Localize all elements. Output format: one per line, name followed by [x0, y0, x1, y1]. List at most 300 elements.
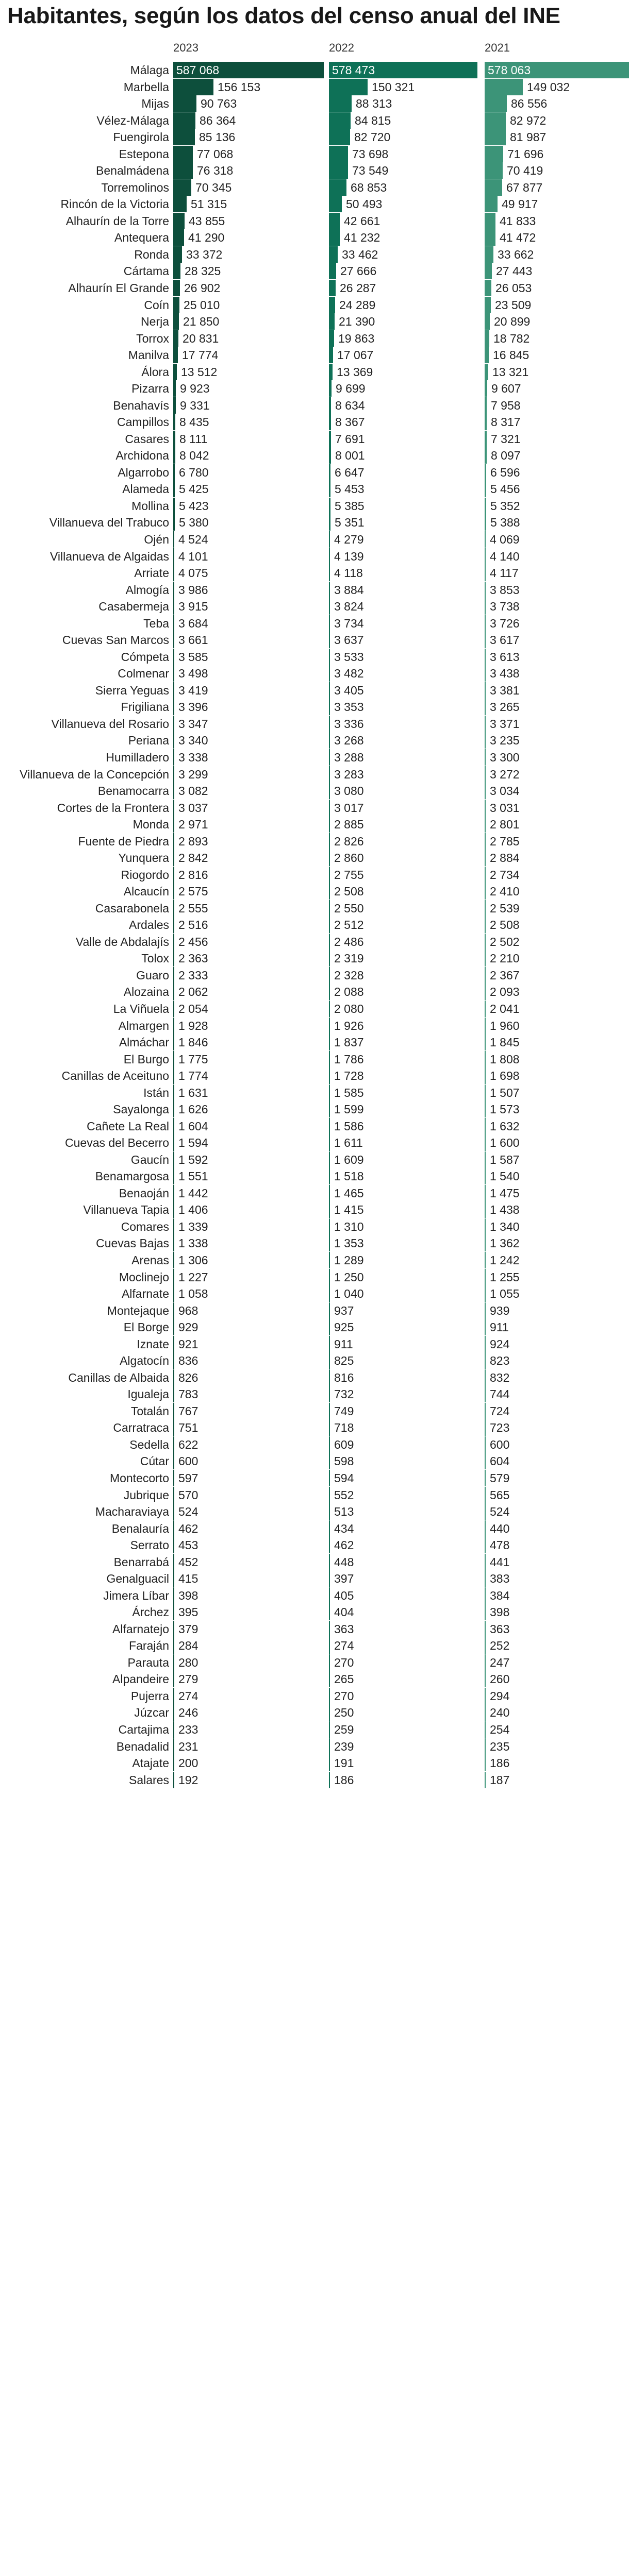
bar-2022: [329, 1688, 330, 1704]
value-label: 1 438: [490, 1203, 520, 1217]
value-label: 81 987: [510, 130, 547, 144]
bar-cell-2023: [173, 1654, 324, 1671]
table-row: [0, 565, 629, 581]
value-label: 1 960: [490, 1019, 520, 1032]
bar-2022: [329, 229, 340, 246]
bar-cell-2023: [173, 1704, 324, 1721]
bar-2023: [173, 364, 177, 380]
value-label: 1 609: [334, 1153, 364, 1166]
municipality-label: Montecorto: [109, 1471, 169, 1485]
bar-cell-2023: [173, 615, 324, 632]
bar-2022: [329, 1738, 330, 1755]
value-label: 2 508: [490, 918, 520, 932]
value-label: 565: [490, 1488, 510, 1502]
municipality-label: Arenas: [131, 1253, 169, 1267]
value-label: 598: [334, 1454, 354, 1468]
value-label: 2 486: [334, 935, 364, 948]
bar-2021: [485, 280, 491, 296]
municipality-label: Casarabonela: [95, 901, 169, 915]
value-label: 2 801: [490, 818, 520, 832]
bar-cell-2021: [485, 934, 629, 950]
municipality-label: Atajate: [132, 1756, 169, 1770]
bar-2023: [173, 464, 175, 481]
bar-cell-2022: [329, 1755, 479, 1771]
value-label: 1 551: [178, 1170, 208, 1183]
value-label: 187: [490, 1773, 510, 1787]
bar-cell-2021: [485, 179, 629, 196]
value-label: 265: [334, 1672, 354, 1686]
bar-cell-2021: [485, 313, 629, 330]
bar-2023: [173, 1738, 174, 1755]
value-label: 86 556: [511, 97, 548, 111]
bar-2022: [329, 917, 330, 933]
value-label: 200: [178, 1756, 198, 1770]
municipality-label: Mijas: [141, 97, 169, 111]
bar-cell-2021: [485, 464, 629, 481]
bar-2021: [485, 364, 488, 380]
value-label: 604: [490, 1454, 510, 1468]
value-label: 8 001: [335, 449, 365, 463]
value-label: 3 288: [334, 750, 364, 764]
value-label: 384: [490, 1588, 510, 1602]
bar-cell-2021: [485, 1051, 629, 1067]
bar-2023: [173, 481, 175, 497]
value-label: 767: [178, 1404, 198, 1418]
bar-2023: [173, 783, 174, 799]
bar-cell-2021: [485, 1604, 629, 1620]
bar-2023: [173, 1453, 174, 1469]
value-label: 28 325: [185, 264, 221, 278]
bar-cell-2023: [173, 1302, 324, 1319]
bar-cell-2022: [329, 313, 479, 330]
bar-cell-2023: [173, 1051, 324, 1067]
bar-2023: [173, 1034, 174, 1050]
bar-2023: [173, 297, 179, 313]
table-row: [0, 1755, 629, 1771]
bar-cell-2021: [485, 229, 629, 246]
bar-2022: [329, 934, 330, 950]
table-row: [0, 1503, 629, 1520]
value-label: 398: [178, 1588, 198, 1602]
value-label: 18 782: [493, 331, 530, 345]
bar-cell-2023: [173, 749, 324, 766]
bar-2022: [329, 1018, 330, 1034]
bar-cell-2023: [173, 649, 324, 665]
table-row: [0, 1738, 629, 1755]
value-label: 823: [490, 1354, 510, 1368]
bar-2021: [485, 498, 486, 514]
bar-cell-2022: [329, 129, 479, 145]
bar-cell-2022: [329, 95, 479, 112]
bar-2023: [173, 716, 174, 732]
municipality-label: Coín: [144, 298, 169, 312]
value-label: 86 364: [200, 113, 236, 127]
value-label: 2 367: [490, 968, 520, 982]
value-label: 25 010: [184, 298, 220, 312]
bar-2022: [329, 246, 338, 263]
table-row: [0, 95, 629, 112]
value-label: 478: [490, 1538, 510, 1552]
bar-2022: [329, 1218, 330, 1235]
municipality-label: Villanueva Tapia: [83, 1203, 169, 1217]
bar-cell-2023: [173, 112, 324, 129]
bar-2023: [173, 1252, 174, 1268]
bar-cell-2023: [173, 950, 324, 967]
municipality-label: Genalguacil: [106, 1572, 169, 1586]
bar-2021: [485, 950, 486, 967]
value-label: 41 833: [500, 214, 536, 228]
value-label: 609: [334, 1437, 354, 1451]
municipality-label: Cuevas Bajas: [96, 1236, 169, 1250]
value-label: 3 419: [178, 683, 208, 697]
bar-cell-2021: [485, 950, 629, 967]
municipality-label: Serrato: [130, 1538, 169, 1552]
bar-2022: [329, 1755, 330, 1771]
value-label: 578 063: [488, 63, 531, 77]
bar-cell-2021: [485, 481, 629, 497]
table-row: [0, 1235, 629, 1251]
bar-2022: [329, 1570, 330, 1587]
table-row: [0, 1671, 629, 1687]
municipality-label: Álora: [141, 365, 169, 379]
value-label: 1 632: [490, 1119, 520, 1133]
bar-cell-2021: [485, 1587, 629, 1604]
table-row: [0, 1772, 629, 1788]
bar-2022: [329, 783, 330, 799]
bar-cell-2023: [173, 514, 324, 531]
bar-cell-2023: [173, 196, 324, 212]
municipality-label: Almargen: [118, 1019, 169, 1032]
bar-cell-2022: [329, 330, 479, 347]
value-label: 2 842: [178, 851, 208, 865]
bar-2021: [485, 1671, 486, 1687]
value-label: 7 321: [491, 432, 521, 446]
bar-cell-2022: [329, 1654, 479, 1671]
table-row: [0, 1688, 629, 1704]
value-label: 2 502: [490, 935, 520, 948]
bar-cell-2021: [485, 1386, 629, 1402]
bar-cell-2022: [329, 950, 479, 967]
value-label: 284: [178, 1639, 198, 1653]
bar-cell-2021: [485, 1704, 629, 1721]
value-label: 150 321: [372, 80, 415, 94]
bar-2023: [173, 749, 174, 766]
bar-2023: [173, 1570, 174, 1587]
bar-cell-2023: [173, 1520, 324, 1537]
bar-cell-2023: [173, 179, 324, 196]
bar-cell-2022: [329, 1168, 479, 1184]
value-label: 3 268: [334, 734, 364, 748]
bar-cell-2021: [485, 246, 629, 263]
table-row: [0, 1352, 629, 1369]
value-label: 3 017: [334, 801, 364, 815]
bar-2023: [173, 984, 174, 1000]
bar-cell-2022: [329, 598, 479, 615]
bar-cell-2021: [485, 783, 629, 799]
bar-2021: [485, 531, 486, 548]
value-label: 1 465: [334, 1186, 364, 1200]
bar-cell-2021: [485, 1419, 629, 1436]
bar-cell-2023: [173, 682, 324, 699]
bar-2022: [329, 1587, 330, 1604]
bar-cell-2022: [329, 481, 479, 497]
bar-2023: [173, 313, 179, 330]
value-label: 76 318: [197, 164, 234, 178]
municipality-label: Casabermeja: [98, 600, 169, 614]
municipality-label: Benalauría: [111, 1521, 169, 1535]
bar-cell-2023: [173, 1134, 324, 1151]
value-label: 724: [490, 1404, 510, 1418]
bar-2021: [485, 79, 523, 95]
municipality-label: Monda: [133, 818, 169, 832]
table-row: [0, 1570, 629, 1587]
bar-2022: [329, 447, 331, 464]
bar-cell-2022: [329, 1352, 479, 1369]
value-label: 279: [178, 1672, 198, 1686]
value-label: 2 550: [334, 901, 364, 915]
bar-2023: [173, 867, 174, 883]
bar-cell-2022: [329, 883, 479, 900]
table-row: [0, 1654, 629, 1671]
value-label: 274: [178, 1689, 198, 1703]
bar-cell-2021: [485, 598, 629, 615]
table-row: [0, 1487, 629, 1503]
table-row: [0, 665, 629, 682]
table-row: [0, 1336, 629, 1352]
bar-2023: [173, 950, 174, 967]
bar-cell-2022: [329, 1218, 479, 1235]
bar-2022: [329, 950, 330, 967]
municipality-label: El Burgo: [123, 1052, 169, 1066]
municipality-label: Alfarnatejo: [112, 1622, 169, 1636]
value-label: 73 549: [352, 164, 389, 178]
bar-cell-2022: [329, 917, 479, 933]
bar-2021: [485, 1470, 486, 1486]
bar-cell-2021: [485, 1101, 629, 1117]
bar-cell-2023: [173, 1084, 324, 1101]
value-label: 90 763: [201, 97, 237, 111]
value-label: 968: [178, 1303, 198, 1317]
table-row: [0, 632, 629, 648]
bar-2022: [329, 1235, 330, 1251]
bar-cell-2023: [173, 146, 324, 162]
value-label: 1 775: [178, 1052, 208, 1066]
value-label: 260: [490, 1672, 510, 1686]
value-label: 398: [490, 1605, 510, 1619]
value-label: 3 371: [490, 717, 520, 731]
bar-2023: [173, 800, 174, 816]
bar-2022: [329, 280, 336, 296]
bar-2022: [329, 1185, 330, 1201]
table-row: [0, 1587, 629, 1604]
value-label: 41 472: [500, 231, 536, 245]
bar-cell-2021: [485, 1403, 629, 1419]
bar-2023: [173, 665, 174, 682]
bar-cell-2022: [329, 1067, 479, 1084]
value-label: 235: [490, 1739, 510, 1753]
value-label: 6 780: [179, 465, 209, 479]
table-row: [0, 1018, 629, 1034]
bar-2021: [485, 682, 486, 699]
bar-2021: [485, 1319, 486, 1335]
municipality-label: Alameda: [122, 482, 169, 496]
bar-cell-2022: [329, 1252, 479, 1268]
bar-2023: [173, 1503, 174, 1520]
bar-2021: [485, 1101, 486, 1117]
bar-2023: [173, 196, 187, 212]
table-row: [0, 816, 629, 833]
table-row: [0, 1520, 629, 1537]
value-label: 2 893: [178, 834, 208, 848]
bar-cell-2021: [485, 883, 629, 900]
municipality-label: Macharaviaya: [95, 1505, 169, 1518]
bar-cell-2021: [485, 833, 629, 850]
value-label: 1 406: [178, 1203, 208, 1217]
bar-cell-2021: [485, 1755, 629, 1771]
bar-2023: [173, 1419, 174, 1436]
value-label: 33 662: [498, 247, 534, 261]
bar-cell-2023: [173, 665, 324, 682]
value-label: 911: [334, 1337, 353, 1351]
value-label: 3 300: [490, 750, 520, 764]
value-label: 5 425: [179, 482, 209, 496]
bar-cell-2023: [173, 313, 324, 330]
bar-cell-2022: [329, 867, 479, 883]
bar-2022: [329, 1067, 330, 1084]
bar-2023: [173, 1018, 174, 1034]
bar-cell-2021: [485, 297, 629, 313]
bar-2021: [485, 380, 487, 397]
value-label: 383: [490, 1572, 510, 1586]
value-label: 3 265: [490, 700, 520, 714]
bar-2022: [329, 1084, 330, 1101]
table-row: [0, 934, 629, 950]
bar-cell-2021: [485, 816, 629, 833]
bar-cell-2022: [329, 1587, 479, 1604]
bar-cell-2022: [329, 498, 479, 514]
value-label: 77 068: [197, 147, 234, 161]
bar-cell-2023: [173, 1235, 324, 1251]
table-row: [0, 867, 629, 883]
bar-2021: [485, 1001, 486, 1017]
table-row: [0, 582, 629, 598]
table-row: [0, 1403, 629, 1419]
bar-cell-2021: [485, 1772, 629, 1788]
bar-2021: [485, 1604, 486, 1620]
bar-2022: [329, 749, 330, 766]
bar-2023: [173, 1721, 174, 1738]
bar-2021: [485, 464, 486, 481]
bar-cell-2022: [329, 766, 479, 783]
bar-2022: [329, 816, 330, 833]
bar-cell-2023: [173, 1688, 324, 1704]
municipality-label: Archidona: [115, 449, 169, 463]
municipality-label: Alhaurín El Grande: [68, 281, 169, 295]
value-label: 1 587: [490, 1153, 520, 1166]
bar-cell-2021: [485, 397, 629, 414]
bar-2021: [485, 263, 492, 279]
bar-cell-2023: [173, 1419, 324, 1436]
value-label: 3 482: [334, 667, 364, 681]
value-label: 1 631: [178, 1086, 208, 1099]
value-label: 1 518: [334, 1170, 364, 1183]
bar-cell-2022: [329, 833, 479, 850]
value-label: 43 855: [189, 214, 225, 228]
municipality-label: Torremolinos: [101, 180, 169, 194]
bar-2021: [485, 1554, 486, 1570]
bar-cell-2021: [485, 1520, 629, 1537]
bar-cell-2023: [173, 766, 324, 783]
bar-cell-2021: [485, 447, 629, 464]
bar-2022: [329, 380, 332, 397]
table-row: [0, 1084, 629, 1101]
value-label: 156 153: [218, 80, 261, 94]
bar-cell-2021: [485, 347, 629, 363]
value-label: 3 080: [334, 784, 364, 798]
bar-cell-2023: [173, 95, 324, 112]
value-label: 1 586: [334, 1119, 364, 1133]
value-label: 2 041: [490, 1002, 520, 1015]
bar-cell-2022: [329, 263, 479, 279]
bar-2022: [329, 1704, 330, 1721]
table-row: [0, 179, 629, 196]
municipality-label: Tolox: [141, 952, 169, 965]
bar-cell-2021: [485, 1252, 629, 1268]
table-row: [0, 1621, 629, 1637]
bar-cell-2022: [329, 447, 479, 464]
bar-2022: [329, 1403, 330, 1419]
bar-2021: [485, 867, 486, 883]
value-label: 8 317: [491, 415, 521, 429]
bar-2021: [485, 1252, 486, 1268]
municipality-label: Marbella: [123, 80, 169, 94]
bar-2023: [173, 213, 185, 229]
bar-cell-2021: [485, 1319, 629, 1335]
bar-2022: [329, 649, 330, 665]
bar-cell-2022: [329, 1185, 479, 1201]
bar-cell-2023: [173, 632, 324, 648]
value-label: 259: [334, 1723, 354, 1736]
bar-cell-2023: [173, 1336, 324, 1352]
bar-cell-2021: [485, 1352, 629, 1369]
bar-2021: [485, 347, 489, 363]
bar-2022: [329, 1419, 330, 1436]
bar-cell-2021: [485, 1671, 629, 1687]
bar-2022: [329, 213, 340, 229]
bar-2022: [329, 716, 330, 732]
bar-2022: [329, 95, 352, 112]
bar-2021: [485, 632, 486, 648]
bar-cell-2021: [485, 1134, 629, 1151]
bar-2023: [173, 1051, 174, 1067]
bar-cell-2022: [329, 1369, 479, 1386]
bar-2023: [173, 850, 174, 866]
bar-2021: [485, 699, 486, 715]
bar-cell-2021: [485, 1151, 629, 1168]
bar-cell-2021: [485, 414, 629, 430]
bar-cell-2021: [485, 732, 629, 749]
bar-2023: [173, 447, 175, 464]
bar-2021: [485, 816, 486, 833]
bar-2022: [329, 179, 346, 196]
value-label: 2 210: [490, 952, 520, 965]
value-label: 49 917: [502, 197, 538, 211]
table-row: [0, 950, 629, 967]
value-label: 5 453: [335, 482, 365, 496]
bar-cell-2022: [329, 380, 479, 397]
table-row: [0, 364, 629, 380]
bar-cell-2021: [485, 1067, 629, 1084]
